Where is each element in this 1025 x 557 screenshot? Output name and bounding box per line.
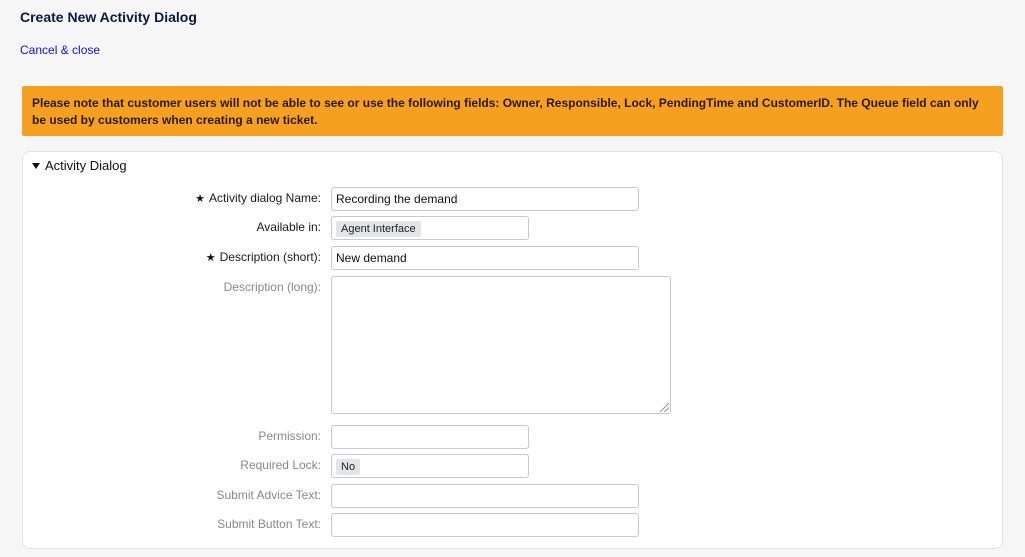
description-short-input[interactable]: New demand [331, 246, 639, 270]
cancel-close-link[interactable]: Cancel & close [20, 43, 101, 57]
desc-short-row [23, 246, 1004, 270]
name-label: ★ Activity dialog Name: [195, 191, 321, 205]
required-icon: ★ [195, 193, 205, 205]
desc-long-label: Description (long): [223, 280, 321, 294]
permission-row [23, 425, 1004, 449]
required-icon: ★ [205, 252, 216, 264]
available-row [23, 216, 1004, 240]
permission-select[interactable] [331, 425, 529, 449]
section-toggle[interactable] [32, 158, 127, 173]
desc-long-row [23, 276, 1004, 414]
permission-label: Permission: [258, 429, 321, 443]
customer-fields-notice [22, 86, 1003, 136]
submit-advice-label: Submit Advice Text: [216, 488, 321, 502]
desc-short-label: ★ Description (short): [205, 250, 321, 264]
required-lock-select[interactable] [331, 454, 529, 478]
notice-text: Please note that customer users will not be able to see or use the following fields: Owner, Responsible, Lock, PendingTime and CustomerID. The Queue field can only be used by customers when creating a new ticket. [32, 96, 979, 127]
caret-down-icon [32, 163, 40, 169]
activity-dialog-panel [22, 151, 1003, 549]
lock-chip: No [336, 459, 360, 475]
available-chip: Agent Interface [336, 221, 421, 237]
name-row [23, 187, 1004, 211]
lock-row [23, 454, 1004, 478]
section-title: Activity Dialog [45, 158, 127, 173]
required-lock-label: Required Lock: [240, 458, 321, 472]
advice-row [23, 484, 1004, 508]
submit-button-text-input[interactable] [331, 513, 639, 537]
submit-advice-input[interactable] [331, 484, 639, 508]
available-in-select[interactable] [331, 216, 529, 240]
resize-handle-icon[interactable] [660, 403, 669, 412]
dialog-title: Create New Activity Dialog [20, 9, 197, 25]
submit-button-label: Submit Button Text: [217, 517, 321, 531]
activity-name-input[interactable]: Recording the demand [331, 187, 639, 211]
description-long-textarea[interactable] [331, 276, 671, 414]
available-label: Available in: [256, 220, 321, 234]
button-text-row [23, 513, 1004, 537]
